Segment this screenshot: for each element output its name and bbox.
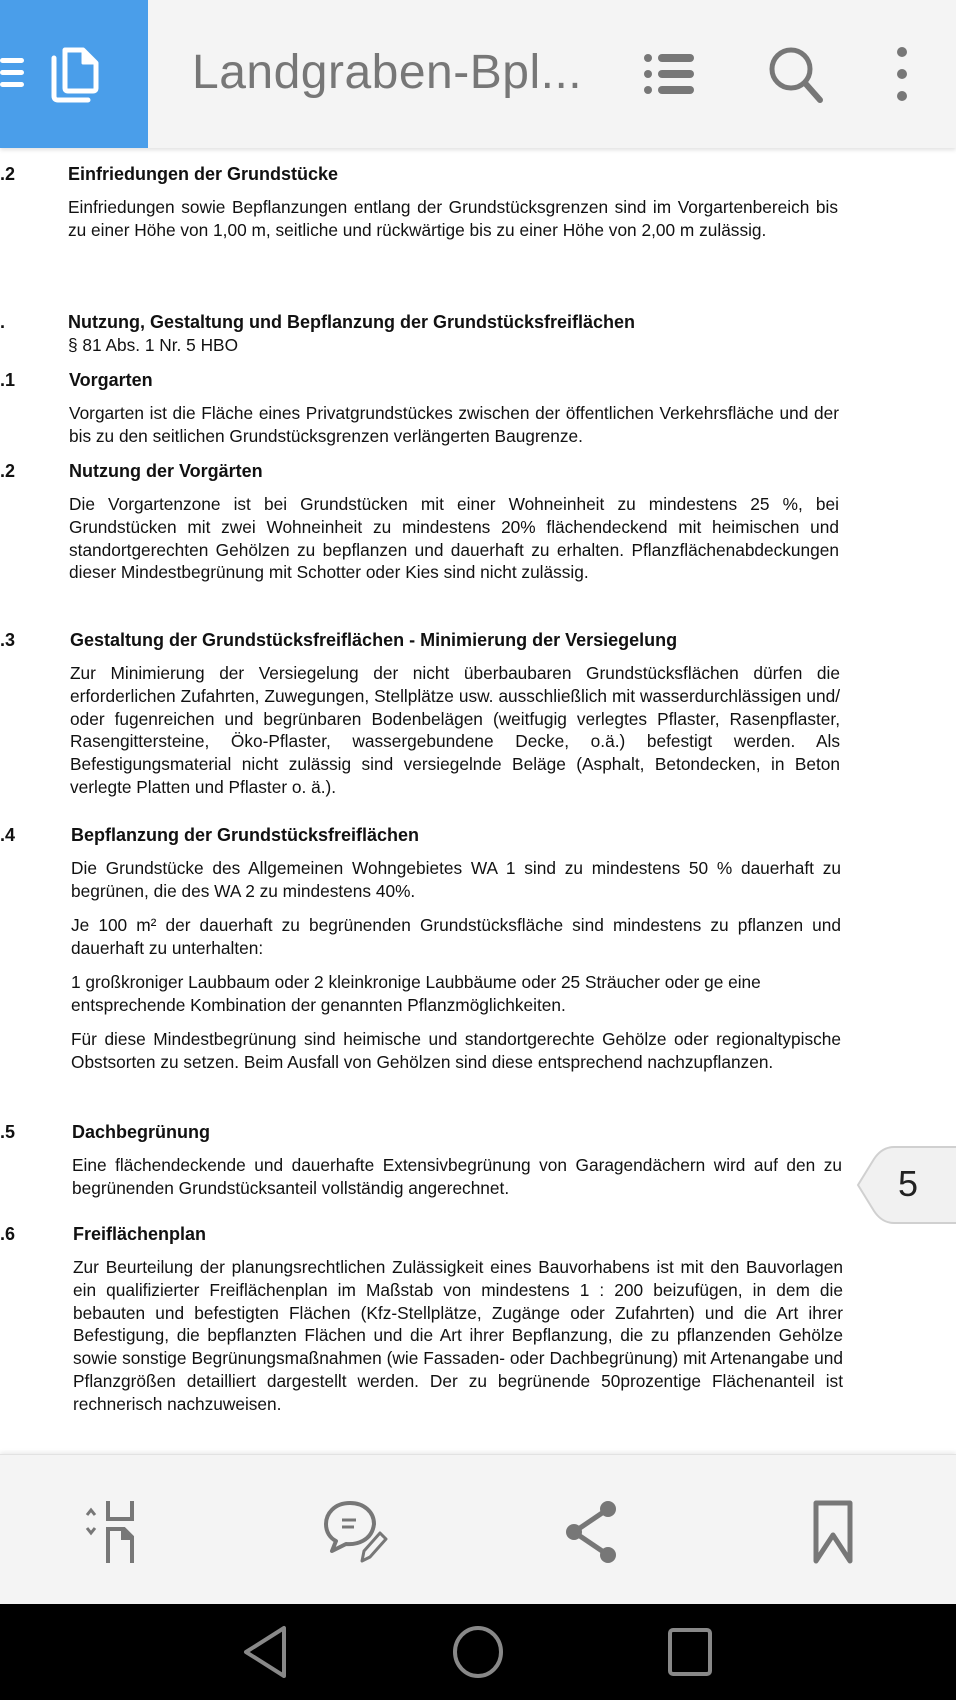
paragraph: Die Vorgartenzone ist bei Grundstücken mit einer Wohneinheit zu mindestens 25 %, bei Grundstücken mit zwei Wohneinheit zu mindestens 20% flächendeckend mit heimischen und standortgerechten Gehölzen zu bepflanzen und dauerhaft zu erhalten. Pflanzflächenabdeckungen dieser Mindestbegrünung mit Schotter oder Kies sind nicht zulässig. xyxy=(69,494,839,583)
paragraph: Zur Minimierung der Versiegelung der nicht überbaubaren Grundstücksflächen dürfen die erforderlichen Zufahrten, Zuwegungen, Stellplätze usw. ausschließlich mit wasserdurchlässigen und/ oder fugenreichen und begrünbaren Bodenbelägen (weitfugig verlegtes Pflaster, Rasenpflaster, Rasengittersteine, Öko-Pflaster, wassergebundene Decke, o.ä.) befestigt werden. Als Befestigungsmaterial nicht zulässig sind versiegelnde Beläge (Asphalt, Betondecken, in Beton verlegte Platten und Pflaster o. ä.). xyxy=(70,663,840,797)
section-number: .6 xyxy=(0,1224,16,1244)
paragraph: Einfriedungen sowie Bepflanzungen entlang der Grundstücksgrenzen sind im Vorgartenbereich bis zu einer Höhe von 1,00 m, seitliche und rückwärtige bis zu einer Höhe von 2,00 m zulässig. xyxy=(68,197,838,240)
section-number: .5 xyxy=(0,1122,16,1142)
comment-edit-icon[interactable] xyxy=(322,1499,394,1565)
menu-icon[interactable] xyxy=(0,58,24,88)
section-number: .4 xyxy=(0,825,16,845)
bottom-toolbar xyxy=(0,1454,956,1605)
back-icon[interactable] xyxy=(240,1624,296,1680)
section-heading: Nutzung, Gestaltung und Bepflanzung der Grundstücksfreiflächen xyxy=(68,312,636,332)
section-heading: Freiflächenplan xyxy=(73,1224,207,1244)
outline-list-icon[interactable] xyxy=(640,44,700,104)
paragraph: Die Grundstücke des Allgemeinen Wohngebietes WA 1 sind zu mindestens 50 % dauerhaft zu begrünen, die des WA 2 zu mindestens 40%. xyxy=(71,858,841,901)
reflow-icon[interactable] xyxy=(84,1499,156,1565)
share-icon[interactable] xyxy=(560,1499,632,1565)
paragraph: Vorgarten ist die Fläche eines Privatgrundstückes zwischen der öffentlichen Verkehrsfläche und der bis zu den seitlichen Grundstücksgrenzen verlängerten Baugrenze. xyxy=(69,403,839,446)
section-heading: Bepflanzung der Grundstücksfreiflächen xyxy=(71,825,420,845)
paragraph: 1 großkroniger Laubbaum oder 2 kleinkronige Laubbäume oder 25 Sträucher oder ge eine entsprechende Kombination der genannten Pflanzmöglichkeiten. xyxy=(71,972,761,1015)
recents-icon[interactable] xyxy=(664,1624,720,1680)
section-number: .3 xyxy=(0,630,16,650)
section-number: .2 xyxy=(0,461,16,481)
document-title: Landgraben-Bpl... xyxy=(192,46,583,99)
search-icon[interactable] xyxy=(766,44,826,104)
section-heading: Vorgarten xyxy=(69,370,153,390)
more-vert-icon[interactable] xyxy=(872,44,932,104)
home-icon[interactable] xyxy=(450,1624,506,1680)
section-heading: Gestaltung der Grundstücksfreiflächen - Minimierung der Versiegelung xyxy=(70,630,678,650)
section-number: . xyxy=(0,312,6,332)
documents-icon xyxy=(48,44,104,104)
paragraph: Je 100 m² der dauerhaft zu begrünenden Grundstücksfläche sind mindestens zu pflanzen und dauerhaft zu unterhalten: xyxy=(71,915,841,958)
bookmark-icon[interactable] xyxy=(800,1499,872,1565)
app-bar xyxy=(0,0,956,148)
section-heading: Einfriedungen der Grundstücke xyxy=(68,164,339,184)
pdf-page[interactable] xyxy=(0,148,956,1454)
section-heading: Nutzung der Vorgärten xyxy=(69,461,263,481)
section-subtitle: § 81 Abs. 1 Nr. 5 HBO xyxy=(68,335,239,355)
current-page-number: 5 xyxy=(898,1163,919,1204)
paragraph: Eine flächendeckende und dauerhafte Extensivbegrünung von Garagendächern wird auf den zu begrünenden Grundstücksanteil vollständig angerechnet. xyxy=(72,1155,842,1198)
section-number: .2 xyxy=(0,164,16,184)
documents-button[interactable] xyxy=(0,0,148,148)
section-heading: Dachbegrünung xyxy=(72,1122,210,1142)
paragraph: Zur Beurteilung der planungsrechtlichen Zulässigkeit eines Bauvorhabens ist mit den Bauvorlagen ein qualifizierter Freiflächenplan im Maßstab von mindestens 1 : 200 beizufügen, in dem die bebauten und befestigten Flächen (Kfz-Stellplätze, Zugänge oder Zufahrten) und die Art ihrer Befestigung, die bepflanzten Flächen und die Art ihrer Bepflanzung, die zu pflanzenden Gehölze sowie sonstige Begrünungsmaßnahmen (wie Fassaden- oder Dachbegrünung) mit Artenangabe und Pflanzgrößen detailliert dargestellt werden. Der zu begrünende 50prozentige Flächenanteil ist rechnerisch nachzuweisen. xyxy=(73,1257,843,1414)
page-number-indicator[interactable] xyxy=(854,1145,956,1225)
paragraph: Für diese Mindestbegrünung sind heimische und standortgerechte Gehölze oder regionaltypische Obstsorten zu setzen. Beim Ausfall von Gehölzen sind diese entsprechend nachzupflanzen. xyxy=(71,1029,841,1072)
section-number: .1 xyxy=(0,370,16,390)
system-navigation-bar xyxy=(0,1604,956,1700)
